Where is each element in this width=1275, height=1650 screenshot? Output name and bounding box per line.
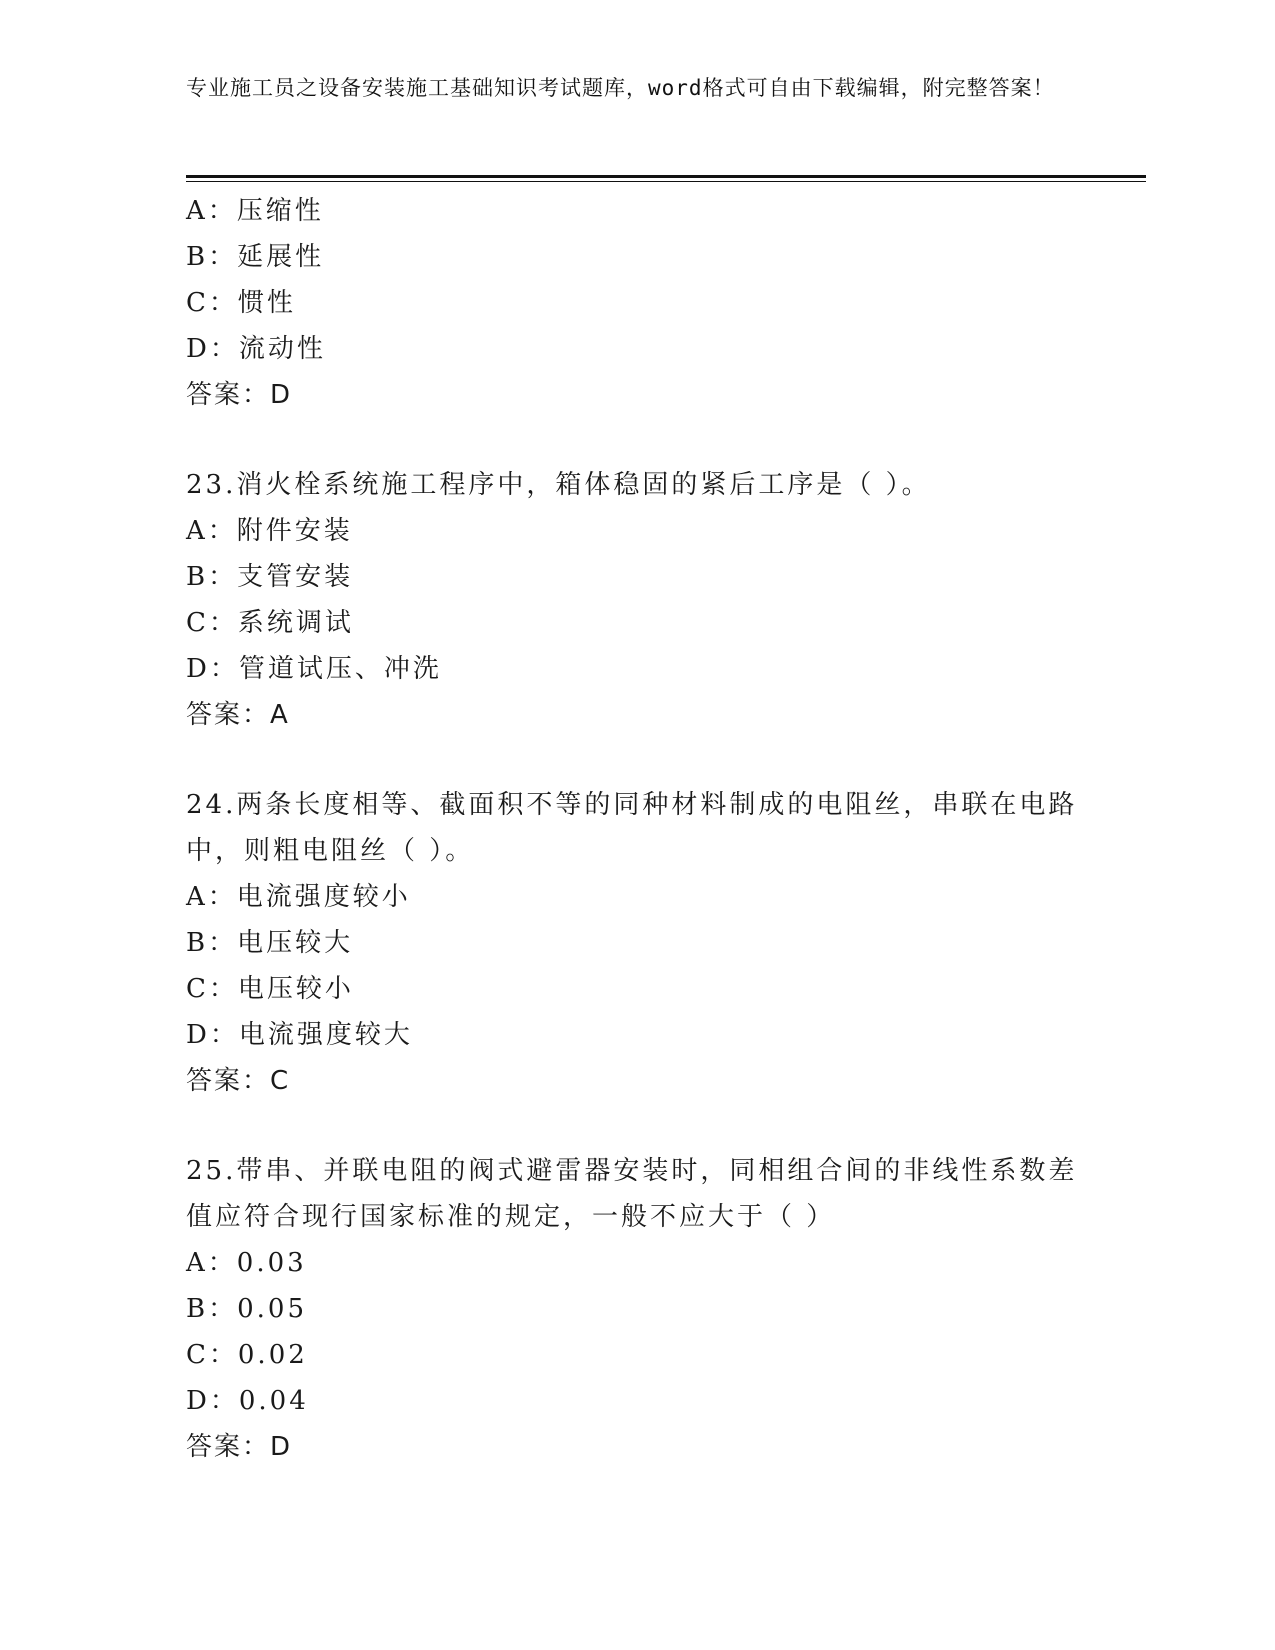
document-header: 专业施工员之设备安装施工基础知识考试题库，word格式可自由下载编辑，附完整答案！ bbox=[186, 76, 1055, 100]
option-c: C：系统调试 bbox=[186, 608, 354, 638]
question-stem: 24.两条长度相等、截面积不等的同种材料制成的电阻丝，串联在电路中，则粗电阻丝（ ）。 bbox=[186, 790, 1078, 866]
option-b: B：0.05 bbox=[186, 1294, 307, 1324]
header-divider-thin bbox=[186, 181, 1146, 182]
option-d: D：流动性 bbox=[186, 334, 326, 364]
option-a: A：附件安装 bbox=[186, 516, 353, 546]
option-a: A：0.03 bbox=[186, 1248, 307, 1278]
answer-line: 答案：D bbox=[186, 380, 293, 410]
option-d: D：0.04 bbox=[186, 1386, 309, 1416]
answer-line: 答案：C bbox=[186, 1066, 291, 1096]
option-b: B：延展性 bbox=[186, 242, 325, 272]
option-c: C：惯性 bbox=[186, 288, 296, 318]
option-d: D：电流强度较大 bbox=[186, 1020, 413, 1050]
option-a: A：压缩性 bbox=[186, 196, 324, 226]
question-stem: 25.带串、并联电阻的阀式避雷器安装时，同相组合间的非线性系数差值应符合现行国家标准的规定，一般不应大于（ ） bbox=[186, 1156, 1078, 1232]
answer-line: 答案：A bbox=[186, 700, 290, 730]
question-25-block bbox=[186, 1148, 1086, 1470]
question-stem: 23.消火栓系统施工程序中，箱体稳固的紧后工序是（ ）。 bbox=[186, 470, 931, 500]
header-divider-thick bbox=[186, 175, 1146, 178]
question-23-block bbox=[186, 462, 1086, 738]
option-d: D：管道试压、冲洗 bbox=[186, 654, 442, 684]
question-24-block bbox=[186, 782, 1086, 1104]
option-c: C：电压较小 bbox=[186, 974, 354, 1004]
option-c: C：0.02 bbox=[186, 1340, 308, 1370]
question-22-block bbox=[186, 188, 1086, 418]
option-a: A：电流强度较小 bbox=[186, 882, 411, 912]
option-b: B：支管安装 bbox=[186, 562, 354, 592]
option-b: B：电压较大 bbox=[186, 928, 354, 958]
question-list bbox=[186, 188, 1086, 1470]
answer-line: 答案：D bbox=[186, 1432, 293, 1462]
